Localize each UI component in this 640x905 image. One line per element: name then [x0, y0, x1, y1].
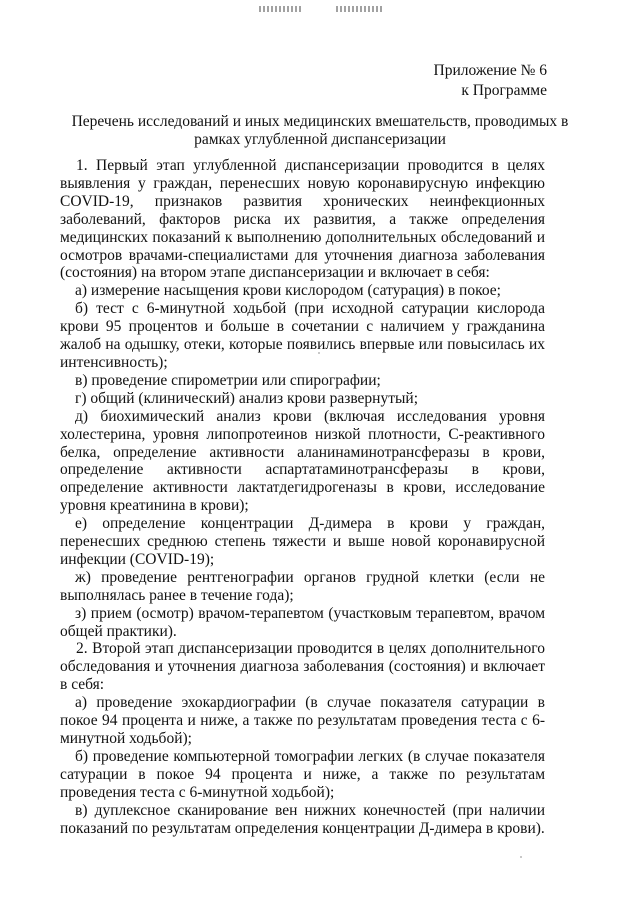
list-item: ж) проведение рентгенографии органов грудной клетки (если не выполнялась ранее в течение года);	[60, 568, 545, 604]
list-item: д) биохимический анализ крови (включая исследования уровня холестерина, уровня липопротеинов низкой плотности, С-реактивного белка, определение активности аланинаминотрансферазы в крови, определение активности аспартатаминотрансферазы в крови, определение активности лактатдегидрогеназы в крови, исследование уровня креатинина в крови);	[60, 407, 545, 515]
scan-artifact	[259, 6, 301, 12]
list-item: г) общий (клинический) анализ крови развернутый;	[75, 389, 419, 407]
list-item: е) определение концентрации Д-димера в крови у граждан, перенесших среднюю степень тяжести и выше новой коронавирусной инфекции (COVID-19);	[60, 515, 545, 568]
list-item: в) проведение спирометрии или спирографии;	[75, 371, 381, 389]
list-item: а) проведение эхокардиографии (в случае показателя сатурации в покое 94 процента и ниже, а также по результатам проведения теста с 6-минутной ходьбой);	[60, 694, 545, 747]
paragraph-stage-1: 1. Первый этап углубленной диспансеризации проводится в целях выявления у граждан, перенесших новую коронавирусную инфекцию COVID-19, признаков развития хронических неинфекционных заболеваний, факторов риска их развития, а также определения медицинских показаний к выполнению дополнительных обследований и осмотров врачами-специалистами для уточнения диагноза заболевания (состояния) на втором этапе диспансеризации и включает в себя:	[60, 157, 545, 282]
document-body	[60, 157, 545, 837]
appendix-number: Приложение № 6	[433, 62, 547, 79]
appendix-program: к Программе	[461, 82, 547, 99]
list-item: а) измерение насыщения крови кислородом (сатурация) в покое;	[75, 282, 501, 300]
title-line-2: рамках углубленной диспансеризации	[194, 131, 446, 148]
document-title	[40, 113, 600, 149]
title-line-1: Перечень исследований и иных медицинских вмешательств, проводимых в	[71, 113, 569, 130]
appendix-reference	[434, 61, 547, 101]
list-item: б) тест с 6-минутной ходьбой (при исходной сатурации кислорода крови 95 процентов и больше в сочетании с наличием у гражданина жалоб на одышку, отеки, которые появились впервые или повысилась их интенсивность);	[60, 300, 545, 371]
scan-speck	[520, 856, 522, 858]
list-item: б) проведение компьютерной томографии легких (в случае показателя сатурации в покое 94 процента и ниже, а также по результатам проведения теста с 6-минутной ходьбой);	[60, 747, 545, 801]
list-item: з) прием (осмотр) врачом-терапевтом (участковым терапевтом, врачом общей практики).	[60, 604, 545, 640]
list-item: в) дуплексное сканирование вен нижних конечностей (при наличии показаний по результатам определения концентрации Д-димера в крови).	[60, 801, 545, 837]
scan-artifact	[336, 6, 384, 12]
paragraph-stage-2: 2. Второй этап диспансеризации проводится в целях дополнительного обследования и уточнения диагноза заболевания (состояния) и включает в себя:	[60, 640, 545, 694]
